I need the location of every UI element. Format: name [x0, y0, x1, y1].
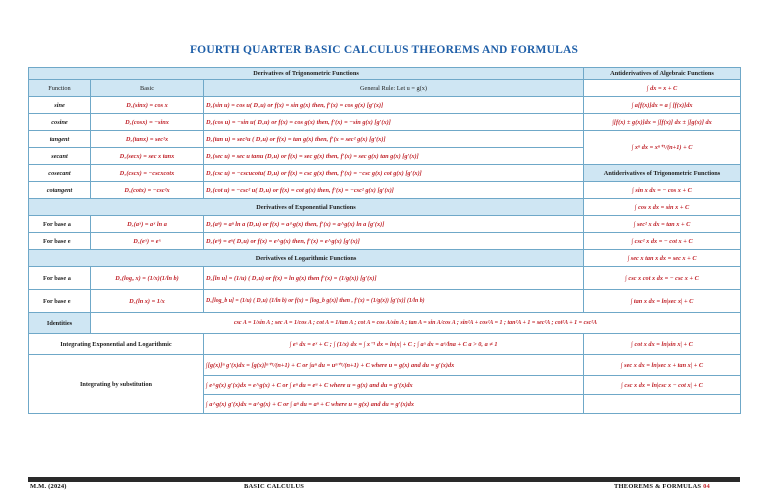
- basic-derivative: Dₓ(tanx) = sec²x: [91, 131, 204, 148]
- algebraic-antiderivatives-header: Antiderivatives of Algebraic Functions: [584, 68, 741, 80]
- column-general-rule: General Rule: Let u = g(x): [204, 80, 584, 97]
- exp-derivatives-header: Derivatives of Exponential Functions: [29, 199, 584, 216]
- basic-derivative: Dₓ(logₐ x) = (1/x)(1/ln b): [91, 267, 204, 290]
- base-label: For base a: [29, 216, 91, 233]
- column-basic: Basic: [91, 80, 204, 97]
- trig-antiderivative: ∫ csc x dx = ln|csc x − cot x| + C: [584, 376, 741, 395]
- footer-section-label: THEOREMS & FORMULAS: [614, 483, 702, 490]
- antiderivative-formula: ∫ a[f(x)]dx = a ∫ [f(x)]dx: [584, 97, 741, 114]
- substitution-formula: ∫[g(x)]ⁿ g′(x)dx = [g(x)]ⁿ⁺¹/(n+1) + C or ∫uⁿ du = uⁿ⁺¹/(n+1) + C where u = g(x) and du = g′(x)dx: [204, 355, 584, 376]
- trig-antiderivative: ∫ csc² x dx = − cot x + C: [584, 233, 741, 250]
- substitution-formula: ∫ a^g(x) g′(x)dx = a^g(x) + C or ∫ aᵘ du = aᵘ + C where u = g(x) and du = g′(x)dx: [204, 395, 584, 414]
- base-label: For base e: [29, 290, 91, 313]
- substitution-formula: ∫ e^g(x) g′(x)dx = e^g(x) + C or ∫ eᵘ du = eᵘ + C where u = g(x) and du = g′(x)dx: [204, 376, 584, 395]
- function-name: cosine: [29, 114, 91, 131]
- trig-antiderivatives-header: Antiderivatives of Trigonometric Functions: [584, 165, 741, 182]
- basic-derivative: Dₓ(secx) = sec x tanx: [91, 148, 204, 165]
- antiderivative-formula: ∫ dx = x + C: [584, 80, 741, 97]
- basic-derivative: Dₓ(ln x) = 1/x: [91, 290, 204, 313]
- basic-derivative: Dₓ(aˣ) = aˣ ln a: [91, 216, 204, 233]
- footer-subject: BASIC CALCULUS: [244, 483, 305, 490]
- general-rule: Dₓ(sin u) = cos u( Dₓu) or f(x) = sin g(x) then, f′(x) = cos g(x) [g′(x)]: [204, 97, 584, 114]
- trig-antiderivative: ∫ sec x dx = ln|sec x + tan x| + C: [584, 355, 741, 376]
- footer-section: [614, 483, 710, 490]
- base-label: For base e: [29, 233, 91, 250]
- log-derivatives-header: Derivatives of Logarithmic Functions: [29, 250, 584, 267]
- int-exp-log-label: Integrating Exponential and Logarithmic: [29, 334, 204, 355]
- trig-antiderivative: ∫ cos x dx = sin x + C: [584, 199, 741, 216]
- general-rule: Dₓ(eᵘ) = eᵘ( Dₓu) or f(x) = e^g(x) then, f′(x) = e^g(x) [g′(x)]: [204, 233, 584, 250]
- page-title: FOURTH QUARTER BASIC CALCULUS THEOREMS AND FORMULAS: [189, 44, 579, 56]
- basic-derivative: Dₓ(sinx) = cos x: [91, 97, 204, 114]
- trig-antiderivative: ∫ sec x tan x dx = sec x + C: [584, 250, 741, 267]
- trig-antiderivative: ∫ sin x dx = − cos x + C: [584, 182, 741, 199]
- function-name: secant: [29, 148, 91, 165]
- basic-derivative: Dₓ(cotx) = −csc²x: [91, 182, 204, 199]
- antiderivative-formula: ∫[f(x) ± g(x)]dx = ∫[f(x)] dx ± ∫[g(x)] dx: [584, 114, 741, 131]
- identities-formulas: csc A = 1/sin A ; sec A = 1/cos A ; cot A = 1/tan A ; cot A = cos A/sin A ; tan A = sin A/cos A ; sin²A + cos²A = 1 ; tan²A + 1 = sec²A ; cot²A + 1 = csc²A: [91, 313, 741, 334]
- trig-antiderivative: ∫ sec² x dx = tan x + C: [584, 216, 741, 233]
- general-rule: Dₓ(csc u) = −cscucotu( Dₓu) or f(x) = csc g(x) then, f′(x) = −csc g(x) cot g(x) [g′(x)]: [204, 165, 584, 182]
- footer-bar: [28, 477, 740, 482]
- general-rule: Dₓ(tan u) = sec²u ( Dₓu) or f(x) = tan g(x) then, f′(x = sec² g(x) [g′(x)]: [204, 131, 584, 148]
- function-name: cotangent: [29, 182, 91, 199]
- int-exp-log-formulas: ∫ eˣ dx = eˣ + C ; ∫ (1/x) dx = ∫ x⁻¹ dx = ln|x| + C ; ∫ aˣ dx = aˣ/lna + C a > 0, a ≠ 1: [204, 334, 584, 355]
- footer-page-number: 04: [703, 483, 710, 490]
- base-label: For base a: [29, 267, 91, 290]
- general-rule: Dₓ(aᵘ) = aᵘ ln a (Dₓu) or f(x) = a^g(x) then, f′(x) = a^g(x) ln a [g′(x)]: [204, 216, 584, 233]
- general-rule: Dₓ(sec u) = sec u tanu (Dₓu) or f(x) = sec g(x) then, f′(x) = sec g(x) tan g(x) [g′(x)]: [204, 148, 584, 165]
- footer-author: M.M. (2024): [30, 483, 67, 490]
- trig-derivatives-header: Derivatives of Trigonometric Functions: [29, 68, 584, 80]
- function-name: cosecant: [29, 165, 91, 182]
- general-rule: Dₓ(cot u) = −csc² u( Dₓu) or f(x) = cot g(x) then, f′(x) = −csc² g(x) [g′(x)]: [204, 182, 584, 199]
- basic-derivative: Dₓ(cosx) = −sinx: [91, 114, 204, 131]
- column-function: Function: [29, 80, 91, 97]
- basic-derivative: Dₓ(cscx) = −cscxcotx: [91, 165, 204, 182]
- formula-table: [28, 67, 741, 414]
- identities-label: Identities: [29, 313, 91, 334]
- trig-antiderivative: ∫ cot x dx = ln|sin x| + C: [584, 334, 741, 355]
- general-rule: Dₓ[ln u] = (1/u) ( Dₓu) or f(x) = ln g(x) then f′(x) = (1/g(x)) [g′(x)]: [204, 267, 584, 290]
- trig-antiderivative: [584, 395, 741, 414]
- antiderivative-formula: ∫ xⁿ dx = xⁿ⁺¹/(n+1) + C: [584, 131, 741, 165]
- trig-antiderivative: ∫ csc x cot x dx = − csc x + C: [584, 267, 741, 290]
- general-rule: Dₓ(cos u) = −sin u( Dₓu) or f(x) = cos g(x) then, f′(x) = −sin g(x) [g′(x)]: [204, 114, 584, 131]
- trig-antiderivative: ∫ tan x dx = ln|sec x| + C: [584, 290, 741, 313]
- basic-derivative: Dₓ(eˣ) = eˣ: [91, 233, 204, 250]
- function-name: sine: [29, 97, 91, 114]
- general-rule: Dₓ[log_b u] = (1/u) ( Dₓu) (1/ln b) or f(x) = [log_b g(x)] then , f′(x) = (1/g(x)) [g′(x)] (1/ln b): [204, 290, 584, 313]
- function-name: tangent: [29, 131, 91, 148]
- substitution-label: Integrating by substitution: [29, 355, 204, 414]
